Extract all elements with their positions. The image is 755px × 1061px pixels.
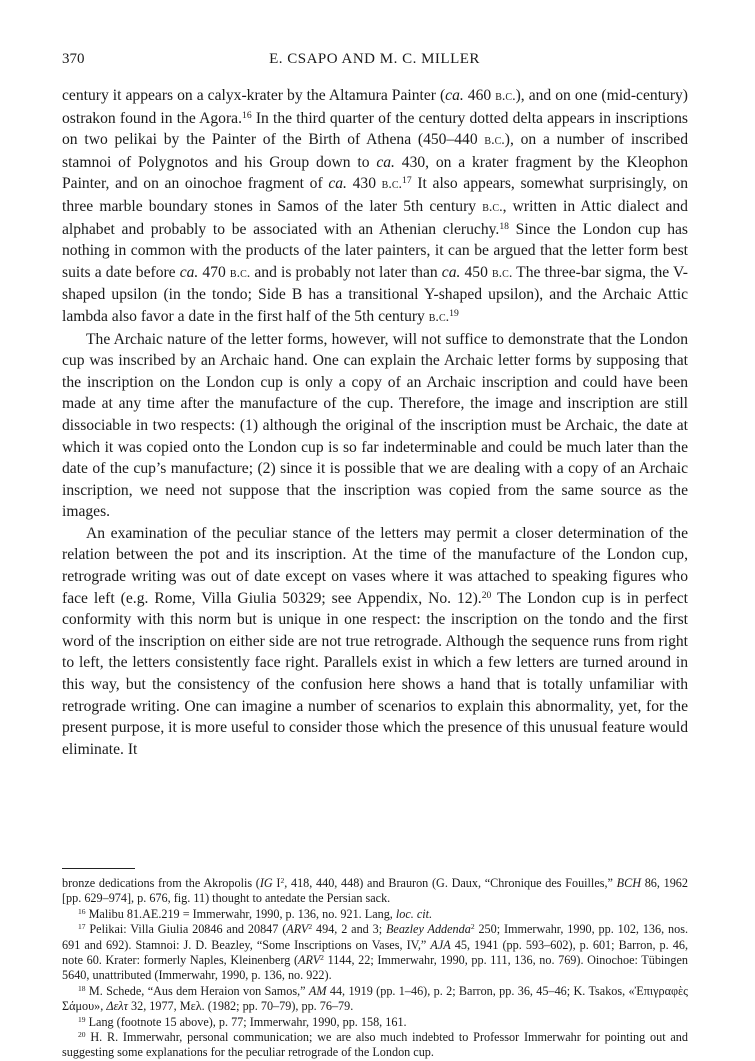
footnote-17: $^{17}$ Pelikai: Villa Giulia 20846 and 20847 (ARV$^2$ 494, 2 and 3; Beazley Addenda$^2$ 250; Immerwahr, 1990, pp. 102, 136, nos. 691 and 692). Stamnoi: J. D. Beazley, “Some Inscriptions on Vases, IV,” AJA 45, 1941 (pp. 593–602), p. 601; Barron, p. 46, note 60. Krater: formerly Naples, Kleinenberg (ARV$^2$ 1144, 22; Immerwahr, 1990, pp. 111, 136, no. 769). Oinochoe: Tübingen 5640, unattributed (Immerwahr, 1990, p. 136, no. 922). xyxy=(62,922,688,983)
footnote-continuation: bronze dedications from the Akropolis (IG $I^2$, 418, 440, 448) and Brauron (G. Daux, “Chronique des Fouilles,” BCH 86, 1962 [pp. 629–974], p. 676, fig. 11) thought to antedate the Persian sack. xyxy=(62,876,688,906)
footnote-16: $^{16}$ Malibu 81.AE.219 = Immerwahr, 1990, p. 136, no. 921. Lang, loc. cit. xyxy=(78,906,433,921)
footnote-18: $^{18}$ M. Schede, “Aus dem Heraion von Samos,” AM 44, 1919 (pp. 1–46), p. 2; Barron, pp. 36, 45–46; K. Tsakos, «Ἐπιγραφὲς Σάμου», Δελτ 32, 1977, Μελ. (1982; pp. 70–79), pp. 76–79. xyxy=(62,983,688,1014)
footnote-ref-17: 17 xyxy=(402,175,412,187)
footnote-ref-16: 16 xyxy=(241,109,252,121)
body-text xyxy=(62,85,688,760)
footnote-ref-18: 18 xyxy=(499,220,509,232)
footnote-divider xyxy=(62,868,135,869)
page-number: 370 xyxy=(62,51,85,67)
footnote-ref-20: 20 xyxy=(481,589,492,601)
footnote-19: $^{19}$ Lang (footnote 15 above), p. 77; Immerwahr, 1990, pp. 158, 161. xyxy=(78,1014,407,1029)
paragraph-1: century it appears on a calyx-krater by the Altamura Painter (ca. 460 b.c.), and on one (mid-century) ostrakon found in the Agora.$^{16}$ In the third quarter of the century dotted delta appears in inscriptions on two pelikai by the Painter of the Birth of Athena (450–440 b.c.), on a number of inscribed stamnoi of Polygnotos and his Group down to ca. 430, on a krater fragment by the Kleophon Painter, and on an oinochoe fragment of ca. 430 b.c.$^{17}$ It also appears, somewhat surprisingly, on three marble boundary stones in Samos of the later 5th century b.c., written in Attic dialect and alphabet and probably to be associated with an Athenian cleruchy.$^{18}$ Since the London cup has nothing in common with the products of the later painters, it can be argued that the letter form best suits a date before ca. 470 b.c. and is probably not later than ca. 450 b.c. The three-bar sigma, the V-shaped upsilon (in the tondo; Side B has a transitional Y-shaped upsilon), and the Archaic Attic lambda also favor a date in the first half of the 5th century b.c.$^{19}$ xyxy=(62,87,689,325)
footnote-20: $^{20}$ H. R. Immerwahr, personal communication; we are also much indebted to Professor Immerwahr for pointing out and suggesting some explanations for the peculiar retrograde of the London cup. xyxy=(62,1030,688,1060)
paragraph-3: An examination of the peculiar stance of the letters may permit a closer determination of the relation between the pot and its inscription. At the time of the manufacture of the London cup, retrograde writing was out of date except on vases where it was attached to speaking figures who face left (e.g. Rome, Villa Giulia 50329; see Appendix, No. 12).$^{20}$ The London cup is in perfect conformity with this norm but is unique in one respect: the inscription on the tondo and the first word of the inscription on either side are not true retrograde. Although the sequence runs from right to left, the letters consistently face right. Parallels exist in which a few letters are turned around in this way, but the consistency of the confusion here shows a hand that is totally unfamiliar with retrograde writing. One can imagine a number of scenarios to explain this abnormality, yet, for the present purpose, it is more useful to consider those which the presence of this unusual feature would eliminate. It xyxy=(62,524,689,758)
footnote-ref-19: 19 xyxy=(449,308,459,320)
footnotes xyxy=(62,876,688,1061)
running-head: E. CSAPO AND M. C. MILLER xyxy=(269,51,480,67)
paragraph-2: The Archaic nature of the letter forms, however, will not suffice to demonstrate that the London cup was inscribed by an Archaic hand. One can explain the Archaic letter forms by supposing that the inscription on the London cup is only a copy of an Archaic inscription and could have been made at any time after the manufacture of the cup. Therefore, the image and inscription are still dissociable in two respects: (1) although the original of the inscription must be Archaic, the date at which it was copied onto the London cup is so far indeterminable and could be much later than the date of the cup’s manufacture; (2) since it is possible that we are dealing with a copy of an Archaic inscription, we need not suppose that the inscription was copied from the same source as the images. xyxy=(62,330,688,521)
